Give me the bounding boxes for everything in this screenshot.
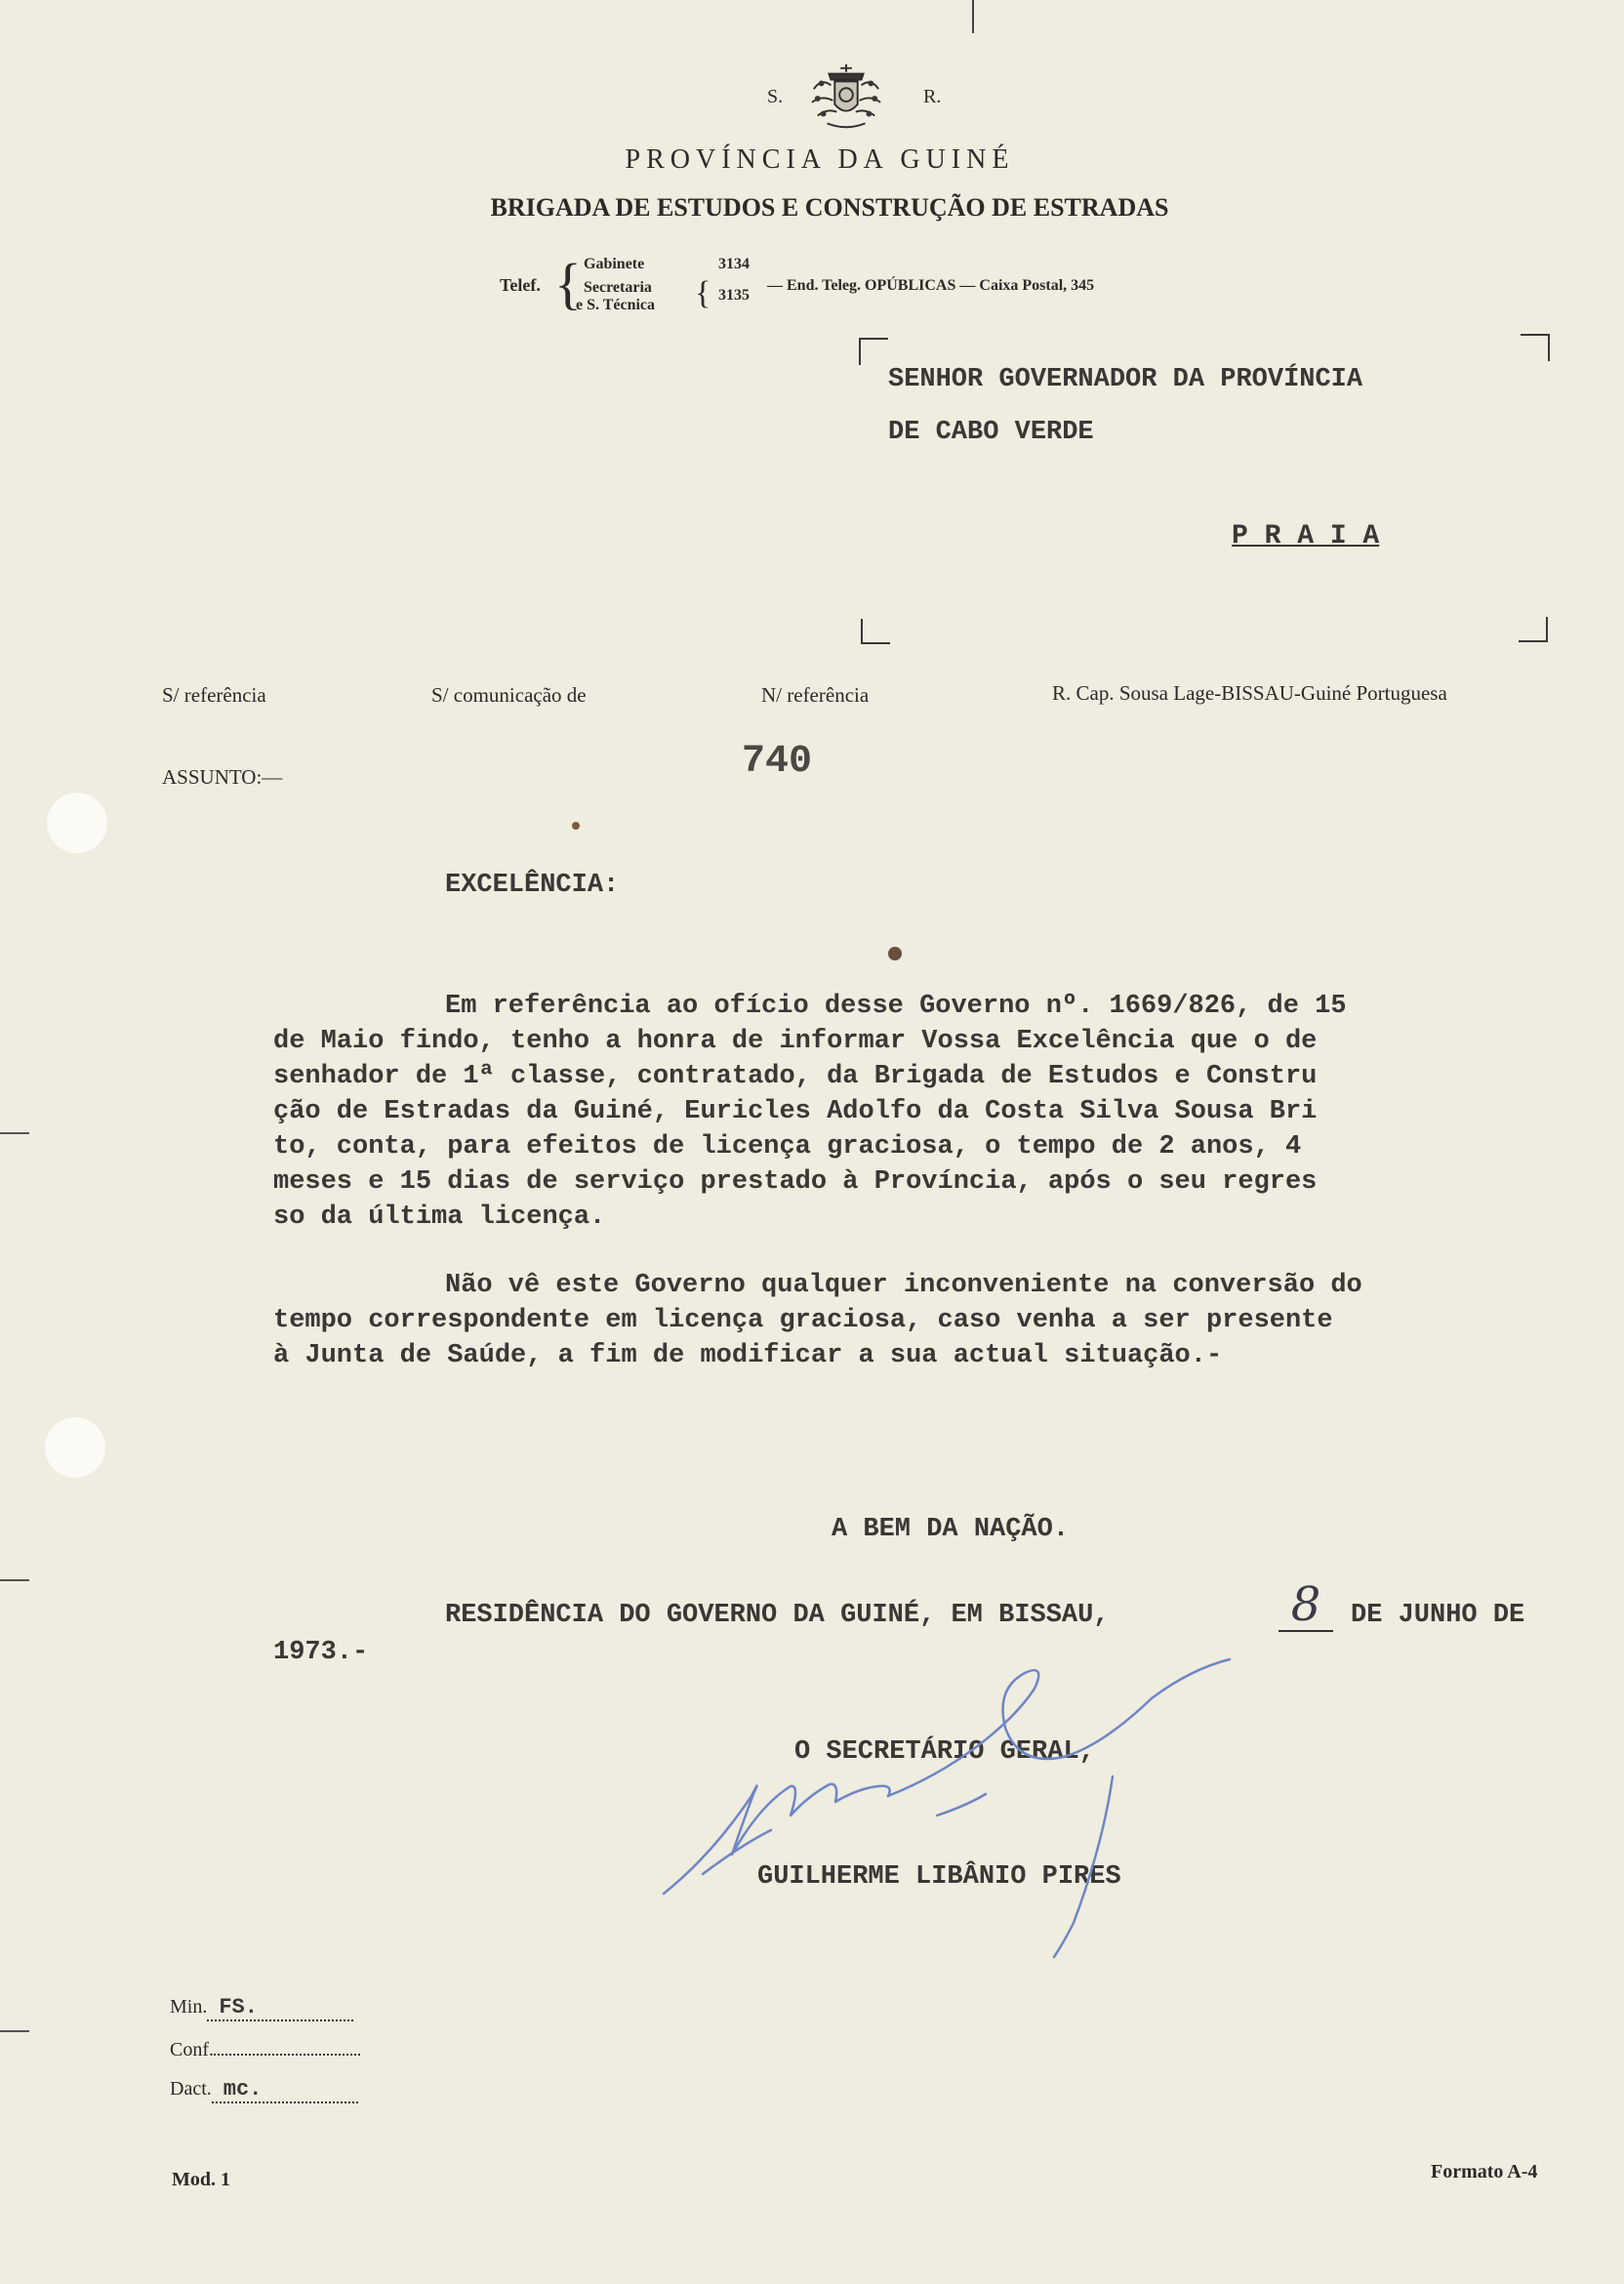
sr-right: R. xyxy=(923,86,942,107)
margin-tick xyxy=(0,1579,29,1581)
handwritten-signature xyxy=(644,1630,1269,1962)
gabinete-label: Gabinete xyxy=(584,256,645,272)
recipient-line-1: SENHOR GOVERNADOR DA PROVÍNCIA xyxy=(888,365,1363,394)
window-corner-bl xyxy=(861,619,890,644)
min-label: Min. xyxy=(170,1996,208,2018)
body-line: meses e 15 dias de serviço prestado à Província, após o seu regres xyxy=(273,1167,1318,1197)
reference-number-stamp: 740 xyxy=(742,740,813,784)
top-edge-mark xyxy=(972,0,974,33)
contact-line: — End. Teleg. OPÚBLICAS — Caixa Postal, 345 xyxy=(767,277,1095,294)
sender-address: R. Cap. Sousa Lage-BISSAU-Guiné Portuguesa xyxy=(1052,681,1447,705)
ink-speck xyxy=(888,947,902,960)
brace-left-icon: { xyxy=(554,252,582,315)
telef-label: Telef. xyxy=(500,275,541,295)
closing-formula: A BEM DA NAÇÃO. xyxy=(832,1515,1070,1544)
window-corner-tl xyxy=(859,338,888,365)
date-year: 1973.- xyxy=(273,1638,369,1667)
margin-tick xyxy=(0,2030,29,2032)
body-line: to, conta, para efeitos de licença graciosa, o tempo de 2 anos, 4 xyxy=(273,1132,1302,1162)
body-line: senhador de 1ª classe, contratado, da Brigada de Estudos e Constru xyxy=(273,1062,1318,1091)
residence-line: RESIDÊNCIA DO GOVERNO DA GUINÉ, EM BISSAU, xyxy=(445,1601,1110,1630)
sr-left: S. xyxy=(767,86,784,107)
recipient-city: P R A I A xyxy=(1232,521,1380,551)
conf-field xyxy=(170,2036,360,2061)
coat-of-arms-icon xyxy=(808,61,884,137)
dact-field xyxy=(170,2077,358,2103)
dact-value xyxy=(212,2077,358,2103)
assunto-label: ASSUNTO:— xyxy=(162,765,283,789)
date-month: DE JUNHO DE xyxy=(1351,1601,1525,1630)
handwritten-day: 8 xyxy=(1279,1579,1333,1632)
conf-value xyxy=(214,2036,360,2056)
window-corner-br xyxy=(1519,617,1548,642)
min-value xyxy=(207,1995,353,2021)
recipient-line-2: DE CABO VERDE xyxy=(888,418,1094,447)
body-line: à Junta de Saúde, a fim de modificar a sua actual situação.- xyxy=(273,1341,1223,1370)
body-line: Em referência ao ofício desse Governo nº. 1669/826, de 15 xyxy=(445,992,1347,1021)
window-corner-tr xyxy=(1521,334,1550,361)
signer-name: GUILHERME LIBÂNIO PIRES xyxy=(757,1862,1121,1892)
body-line: tempo correspondente em licença graciosa, caso venha a ser presente xyxy=(273,1306,1333,1335)
secretaria-number: 3135 xyxy=(718,287,750,304)
dact-label: Dact. xyxy=(170,2078,212,2100)
brace-right-icon: { xyxy=(695,275,711,311)
brigade-title: BRIGADA DE ESTUDOS E CONSTRUÇÃO DE ESTRADAS xyxy=(490,193,1169,222)
salutation: EXCELÊNCIA: xyxy=(445,871,620,900)
n-referencia-label: N/ referência xyxy=(761,683,870,707)
province-title: PROVÍNCIA DA GUINÉ xyxy=(625,144,1015,175)
paper-format: Formato A-4 xyxy=(1431,2161,1538,2182)
s-referencia-label: S/ referência xyxy=(162,683,266,707)
tecnica-label: e S. Técnica xyxy=(576,297,656,313)
s-comunicacao-label: S/ comunicação de xyxy=(431,683,587,707)
body-line: so da última licença. xyxy=(273,1203,606,1232)
secretaria-label: Secretaria xyxy=(584,279,652,296)
conf-label: Conf. xyxy=(170,2039,214,2060)
body-line: de Maio findo, tenho a honra de informar Vossa Excelência que o de xyxy=(273,1027,1318,1056)
dact-value-text: mc. xyxy=(223,2077,263,2101)
ink-speck xyxy=(572,822,580,830)
signer-title: O SECRETÁRIO GERAL, xyxy=(794,1737,1095,1767)
min-value-text: FS. xyxy=(219,1995,258,2019)
margin-tick xyxy=(0,1132,29,1134)
gabinete-number: 3134 xyxy=(718,256,750,272)
body-line: Não vê este Governo qualquer inconveniente na conversão do xyxy=(445,1271,1362,1300)
punch-hole-bottom xyxy=(45,1417,105,1478)
min-field xyxy=(170,1995,353,2021)
model-number: Mod. 1 xyxy=(172,2169,230,2190)
punch-hole-top xyxy=(47,793,107,853)
body-line: ção de Estradas da Guiné, Euricles Adolfo da Costa Silva Sousa Bri xyxy=(273,1097,1318,1126)
